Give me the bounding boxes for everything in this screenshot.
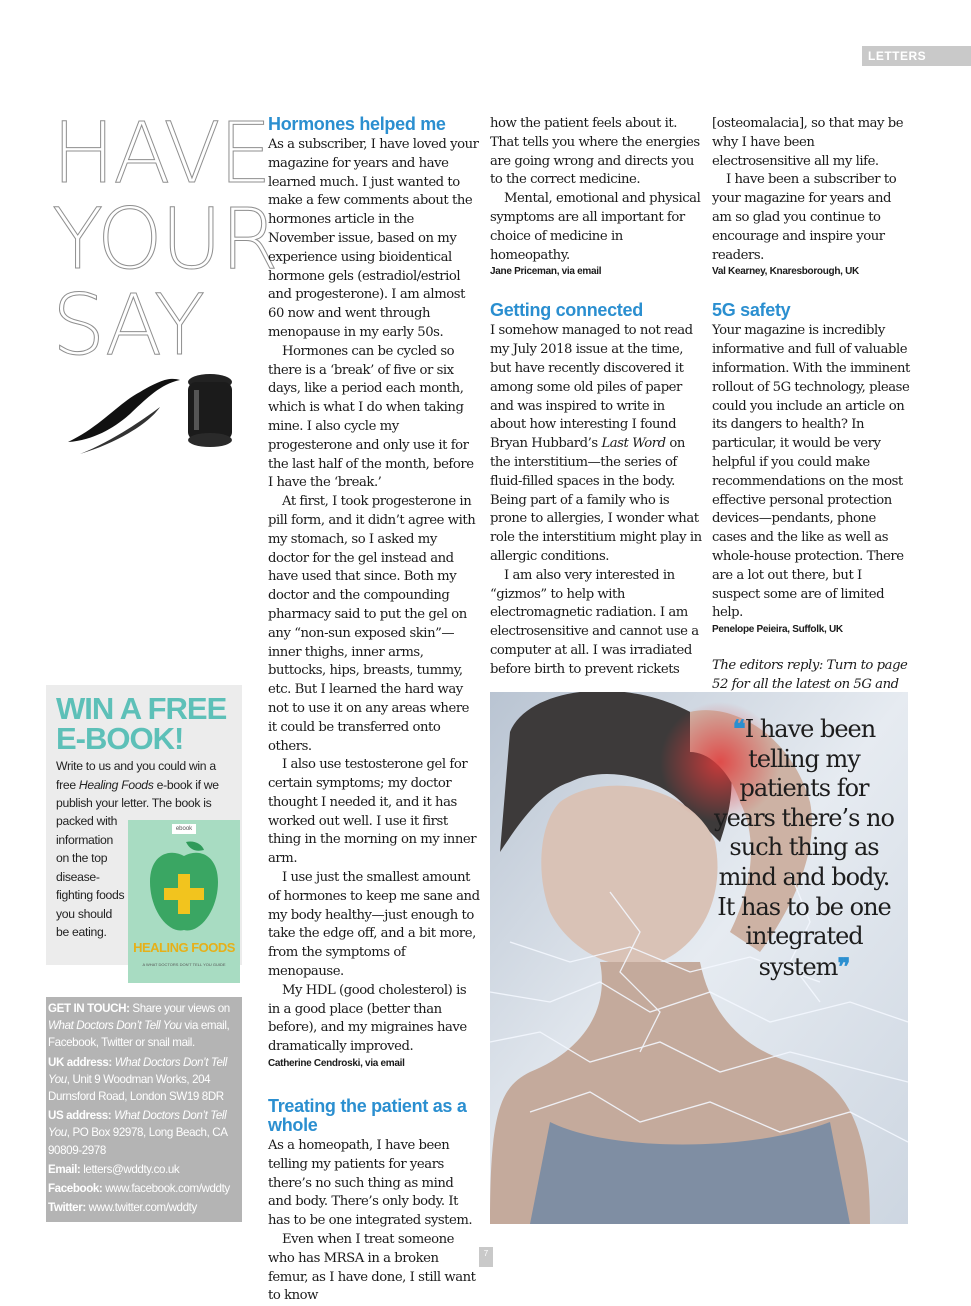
- letter1-p6: My HDL (good cholesterol) is in a good place (better than before), and my migraines have dramatically improved.: [268, 982, 467, 1055]
- facebook-line: [48, 1180, 240, 1197]
- uk-address-label: UK address:: [48, 1055, 112, 1069]
- us-address-italic: What Doctors Don’t Tell You: [48, 1109, 227, 1140]
- title-line-3: SAY: [52, 276, 204, 374]
- letter3-p3: [osteomalacia], so that may be why I have been electrosensitive all my life.: [712, 116, 904, 169]
- get-in-touch-text: Share your views on: [129, 1002, 230, 1015]
- letter4-signature: Penelope Peieira, Suffolk, UK: [712, 624, 843, 636]
- win-title: [56, 691, 236, 756]
- letter2-p4: Mental, emotional and physical symptoms are all important for choice of medicine in homeopathy.: [490, 191, 701, 263]
- letter1-signature: Catherine Cendroski, via email: [268, 1058, 405, 1070]
- heading-treating: Treating the patient as a whole: [268, 1096, 467, 1136]
- email-label: Email:: [48, 1162, 81, 1176]
- letter3-p4: I have been a subscriber to your magazine for years and am so glad you continue to encourage and inspire your readers.: [712, 172, 897, 263]
- heading-5g: 5G safety: [712, 300, 791, 321]
- ebook-subtitle: A WHAT DOCTORS DON'T TELL YOU GUIDE: [142, 962, 226, 967]
- letter1-p1: As a subscriber, I have loved your magazine for years and have learned much. I just wanted to make a few comments about the hormones article in the November issue, based on my experience using bioidentical hormone gels (estradiol/estriol and progesterone). I am almost 60 now and went through menopause in my early 50s.: [268, 137, 479, 340]
- column-1: [268, 115, 480, 1306]
- email-line: [48, 1161, 240, 1178]
- column-3: [712, 115, 912, 714]
- us-address: [48, 1107, 240, 1159]
- win-text-end: e-book if we publish your letter. The book is: [56, 777, 219, 810]
- letter3-signature: Val Kearney, Knaresborough, UK: [712, 266, 859, 278]
- ebook-title: HEALING FOODS: [133, 940, 235, 955]
- twitter-link[interactable]: www.twitter.com/wddty: [88, 1201, 197, 1215]
- letter4-p1: Your magazine is incredibly informative and full of valuable information. With the imminent rollout of 5G technology, please could you include an article on its dangers to health? In particular, it would be very helpful if you could make recommendations on the most effective personal protection devices—pendants, phone cases and the like as well as whole-house protection. There are a lot out there, but I suspect some are of limited help.: [712, 323, 910, 621]
- get-in-touch-text-end: via email, Facebook, Twitter or snail mail.: [48, 1019, 230, 1050]
- apple-leaf: [186, 841, 204, 850]
- get-in-touch-label: GET IN TOUCH:: [48, 1002, 130, 1015]
- section-tab: LETTERS: [862, 46, 971, 66]
- open-quote-icon: ❝: [732, 714, 745, 743]
- win-text-wrap: packed with information on the top disease-fighting foods you should be eating.: [56, 814, 125, 939]
- letter2-p3: how the patient feels about it. That tells you where the energies are going wrong and directs you to the correct medicine.: [490, 116, 700, 188]
- letter1-p4: I also use testosterone gel for certain symptoms; my doctor thought I needed it, and it has worked out well. I use it first thing in the morning on my inner arm.: [268, 757, 477, 867]
- win-title-line-1: WIN A FREE: [56, 691, 227, 726]
- close-quote-icon: ❞: [837, 951, 850, 981]
- quill-inkwell-illustration: [60, 322, 250, 462]
- apple-icon: [146, 838, 222, 938]
- win-title-line-2: E-BOOK!: [56, 721, 184, 756]
- page-number: 7: [479, 1247, 493, 1267]
- facebook-label: Facebook:: [48, 1182, 103, 1196]
- letter3-p2: I am also very interested in “gizmos” to help with electromagnetic radiation. I am electrosensitive and cannot use a computer at all. I was irradiated before birth to prevent rickets: [490, 567, 699, 677]
- get-in-touch-italic: What Doctors Don’t Tell You: [48, 1019, 182, 1033]
- ebook-tag: ebook: [172, 824, 196, 834]
- win-text-start: Write to us and you could win a free: [56, 759, 216, 792]
- title-line-1: HAVE: [52, 104, 270, 202]
- letter3-p1-italic: Last Word: [601, 436, 666, 452]
- win-text-italic: Healing Foods: [78, 777, 154, 792]
- pull-quote-text: I have been telling my patients for years there’s no such thing as mind and body. It has to be one integrated system: [714, 715, 894, 981]
- uk-address: [48, 1054, 240, 1106]
- letter1-p3: At first, I took progesterone in pill form, and it didn’t agree with my stomach, so I asked my doctor for the gel instead and have used that since. Both my doctor and the compounding pharmacy said to put the gel on any “non-sun exposed skin”—inner thighs, inner arms, buttocks, hips, breasts, tummy, etc. But I learned the hard way not to use it on any areas where it could be transferred onto others.: [268, 494, 476, 754]
- contact-text: [48, 1000, 240, 1218]
- us-address-label: US address:: [48, 1109, 112, 1123]
- column-2: [490, 115, 702, 680]
- facebook-link[interactable]: www.facebook.com/wddty: [105, 1182, 230, 1196]
- letter2-p2: Even when I treat someone who has MRSA in a broken femur, as I have done, I still want to know: [268, 1232, 476, 1304]
- get-in-touch: [48, 1000, 240, 1052]
- plus-horizontal: [164, 888, 204, 900]
- pull-quote: [714, 714, 894, 982]
- twitter-line: [48, 1199, 240, 1216]
- us-address-text: , PO Box 92978, Long Beach, CA 90809-2978: [48, 1126, 227, 1157]
- win-text: [56, 757, 236, 813]
- twitter-label: Twitter:: [48, 1201, 86, 1215]
- inkwell-highlight: [194, 390, 199, 430]
- letter1-p5: I use just the smallest amount of hormones to keep me sane and my body healthy—just enough to take the edge off, and a bit more, from the symptoms of menopause.: [268, 870, 480, 980]
- uk-address-italic: What Doctors Don’t Tell You: [48, 1055, 227, 1086]
- letter3-p1: [490, 322, 702, 566]
- letter1-p2: Hormones can be cycled so there is a ‘break’ of five or six days, like a period each month, which is what I do when taking mine. I also cycle my progesterone and only use it for the last half of the month, before I have the ‘break.’: [268, 343, 474, 491]
- title-line-2: YOUR: [52, 190, 277, 288]
- heading-hormones: Hormones helped me: [268, 114, 446, 134]
- ebook-cover: [128, 820, 240, 983]
- letter2-p1: As a homeopath, I have been telling my patients for years there’s no such thing as mind and body. There’s only body. It has to be one integrated system.: [268, 1138, 473, 1229]
- letter3-p1-text: I somehow managed to not read my July 2018 issue at the time, but have recently discovered it among some old piles of paper and was inspired to write in about how interesting I found Bryan Hubbard’s: [490, 323, 693, 452]
- inkwell-base: [188, 433, 232, 447]
- editors-reply: The editors reply: Turn to page 52 for all the latest on 5G and: [712, 658, 908, 692]
- heading-connected: Getting connected: [490, 300, 643, 321]
- letter2-signature: Jane Priceman, via email: [490, 266, 602, 278]
- letter3-p1-text-end: on the interstitium—the series of fluid-filled spaces in the body. Being part of a family who is prone to allergies, I wonder what role the interstitium might play in allergic conditions.: [490, 436, 702, 564]
- email-link[interactable]: letters@wddty.co.uk: [83, 1162, 180, 1176]
- uk-address-text: , Unit 9 Woodman Works, 204 Durnsford Road, London SW19 8DR: [48, 1072, 224, 1104]
